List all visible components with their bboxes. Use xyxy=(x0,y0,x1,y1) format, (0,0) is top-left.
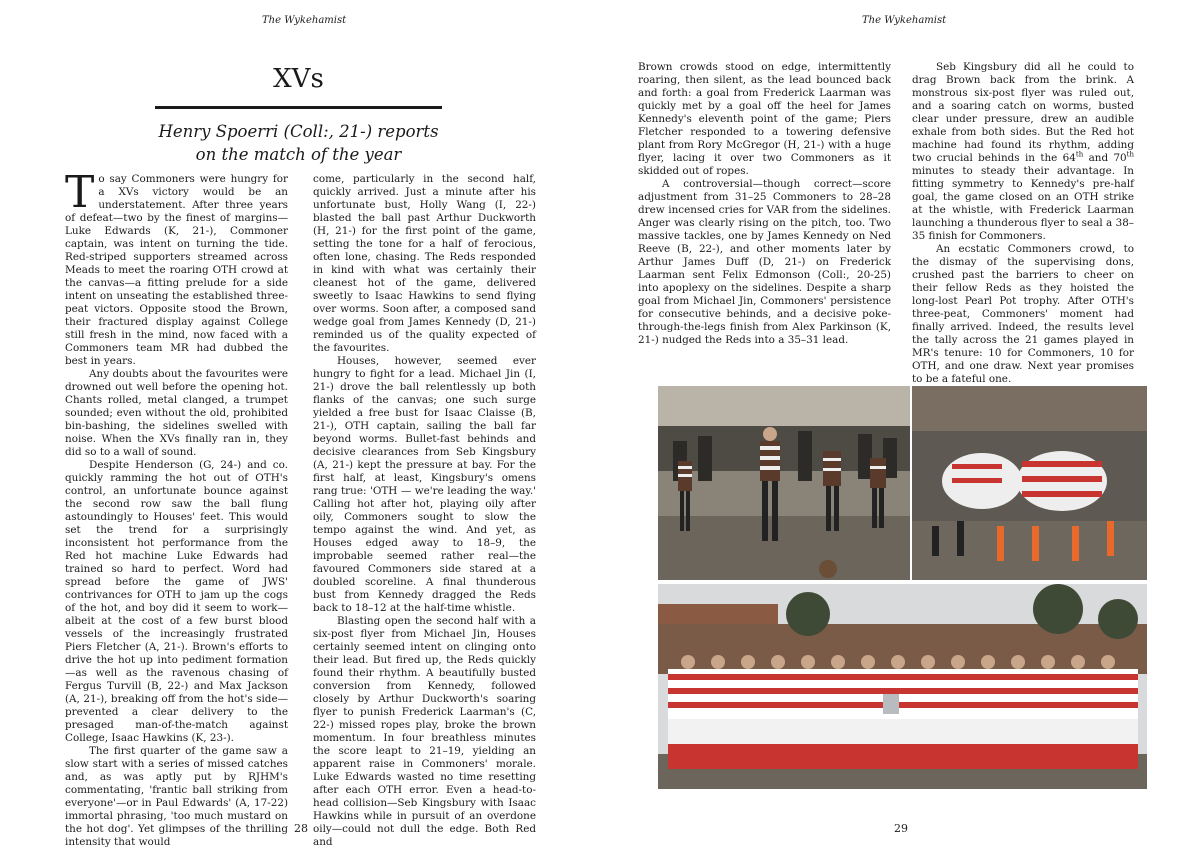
paragraph: come, particularly in the second half, quickly arrived. Just a minute after his unfortunate bust, Holly Wang (I, 22-) blasted the ball past Arthur Duckworth (H, 21-) for the first point of the game, setting the tone for a half of ferocious, often lone, chasing. The Reds responded in kind with what was certainly their cleanest hot of the game, delivered sweetly to Isaac Hawkins to send flying over worms. Soon after, a composed sand wedge goal from James Kennedy (D, 21-) reminded us of the quality expected of the favourites. xyxy=(313,173,536,354)
page-number: 29 xyxy=(894,822,908,835)
running-head: The Wykehamist xyxy=(262,15,347,26)
text-column-2 xyxy=(313,173,536,848)
paragraph-text: minutes to steady their advantage. In fitting symmetry to Kennedy's pre-half goal, the game closed on an OTH strike at the whistle, with Frederick Laarman launching a thunderous flyer to seal a 38–35 finish for Commoners. xyxy=(912,165,1134,242)
paragraph: Brown crowds stood on edge, intermittently roaring, then silent, as the lead bounced back and forth: a goal from Frederick Laarman was quickly met by a goal off the heel for James Kennedy's eleventh point of the game; Piers Fletcher responded to a towering defensive plant from Rory McGregor (H, 21-) with a huge flyer, lacing it over two Commoners as it skidded out of ropes. xyxy=(638,61,891,177)
paragraph xyxy=(912,61,1134,243)
text-column-3 xyxy=(638,61,891,373)
paragraph-text: and 70 xyxy=(1083,152,1127,164)
paragraph: A controversial—though correct—score adjustment from 31–25 Commoners to 28–28 drew incensed cries for VAR from the sidelines. Anger was clearly rising on the pitch, too. Two massive tackles, one by James Kennedy on Ned Reeve (B, 22-), and other moments later by Arthur James Duff (D, 21-) on Frederick Laarman sent Felix Edmonson (Coll:, 20-25) into apoplexy on the sidelines. Despite a sharp goal from Michael Jin, Commoners' persistence for consecutive behinds, and a decisive poke-through-the-legs finish from Alex Parkinson (K, 21-) nudged the Reds into a 35–31 lead. xyxy=(638,178,891,346)
title-rule xyxy=(155,106,442,109)
page-number: 28 xyxy=(294,822,308,835)
text-column-1 xyxy=(65,167,288,848)
match-action-photo xyxy=(658,386,910,580)
paragraph: Despite Henderson (G, 24-) and co. quickly ramming the hot out of OTH's control, an unfortunate bounce against the second row saw the ball flung astoundingly to Houses' feet. This would set the trend for a surprisingly inconsistent hot performance from the Red hot machine Luke Edwards had trained so hard to perfect. Word had spread before the game of JWS' contrivances for OTH to jam up the cogs of the hot, and boy did it seem to work—albeit at the cost of a few burst blood vessels of the increasingly frustrated Piers Fletcher (A, 21-). Brown's efforts to drive the hot up into pediment formation—as well as the ravenous chasing of Fergus Turvill (B, 22-) and Max Jackson (A, 21-), breaking off from the hot's side—prevented a clear delivery to the presaged man-of-the-match against College, Isaac Hawkins (K, 23-). xyxy=(65,459,288,744)
text-column-4 xyxy=(912,61,1134,385)
right-page xyxy=(600,0,1200,849)
article-subtitle: Henry Spoerri (Coll:, 21-) reports on the match of the year xyxy=(158,122,439,164)
paragraph: An ecstatic Commoners crowd, to the dismay of the supervising dons, crushed past the barriers to cheer on their fellow Reds as they hoisted the long-lost Pearl Pot trophy. After OTH's three-peat, Commoners' moment had finally arrived. Indeed, the results level the tally across the 21 games played in MR's tenure: 10 for Commoners, 10 for OTH, and one draw. Next year promises to be a fateful one. xyxy=(912,243,1134,385)
paragraph xyxy=(65,167,288,368)
running-head: The Wykehamist xyxy=(862,15,947,26)
scrum-photo xyxy=(912,386,1147,580)
paragraph: The first quarter of the game saw a slow start with a series of missed catches and, as was aptly put by RJHM's commentating, 'frantic ball striking from everyone'—or in Paul Edwards' (A, 17-22) immortal phrasing, 'too much mustard on the hot dog'. Yet glimpses of the thrilling intensity that would xyxy=(65,745,288,848)
drop-cap: T xyxy=(65,167,95,218)
team-trophy-photo xyxy=(658,584,1147,789)
ordinal-suffix: th xyxy=(1126,150,1134,159)
article-title: XVs xyxy=(273,64,324,94)
paragraph-text: o say Commoners were hungry for a XVs victory would be an understatement. After three years of defeat—two by the finest of margins—Luke Edwards (K, 21-), Commoner captain, was intent on turning the tide. Red-striped supporters streamed across Meads to meet the roaring OTH crowd at the canvas—a fitting prelude for a side intent on unseating the established three-peat victors. Opposite stood the Brown, their fractured display against College still fresh in the mind, now faced with a Commoners team MR had dubbed the best in years. xyxy=(65,173,288,367)
ordinal-suffix: th xyxy=(1075,150,1084,159)
paragraph: Any doubts about the favourites were drowned out well before the opening hot. Chants rolled, metal clanged, a trumpet sounded; even without the old, prohibited bin-bashing, the sidelines swelled with noise. When the XVs finally ran in, they did so to a wall of sound. xyxy=(65,368,288,458)
paragraph-text: Seb Kingsbury did all he could to drag Brown back from the brink. A monstrous six-post flyer was ruled out, and a soaring catch on worms, busted clear under pressure, drew an audible exhale from both sides. But the Red hot machine had found its rhythm, adding two crucial behinds in the 64 xyxy=(912,61,1134,164)
paragraph: Houses, however, seemed ever hungry to fight for a lead. Michael Jin (I, 21-) drove the ball relentlessly up both flanks of the canvas; one such surge yielded a free bust for Isaac Claisse (B, 21-), OTH captain, sailing the ball far beyond worms. Bullet-fast behinds and decisive clearances from Seb Kingsbury (A, 21-) kept the pressure at bay. For the first half, at least, Kingsbury's omens rang true: 'OTH — we're leading the way.' Calling hot after hot, playing oily after oily, Commoners sought to slow the tempo against the wind. And yet, as Houses edged away to 18–9, the improbable seemed rather real—the favoured Commoners side stared at a doubled scoreline. A final thunderous bust from Kennedy dragged the Reds back to 18–12 at the half-time whistle. xyxy=(313,355,536,614)
paragraph: Blasting open the second half with a six-post flyer from Michael Jin, Houses certainly seemed intent on clinging onto their lead. But fired up, the Reds quickly found their rhythm. A beautifully busted conversion from Kennedy, followed closely by Arthur Duckworth's soaring flyer to punish Frederick Laarman's (C, 22-) missed ropes play, broke the brown momentum. In four breathless minutes the score leapt to 21–19, yielding an apparent raise in Commoners' morale. Luke Edwards wasted no time resetting after each OTH error. Even a head-to-head collision—Seb Kingsbury with Isaac Hawkins while in pursuit of an overdone oily—could not dull the edge. Both Red and xyxy=(313,615,536,848)
